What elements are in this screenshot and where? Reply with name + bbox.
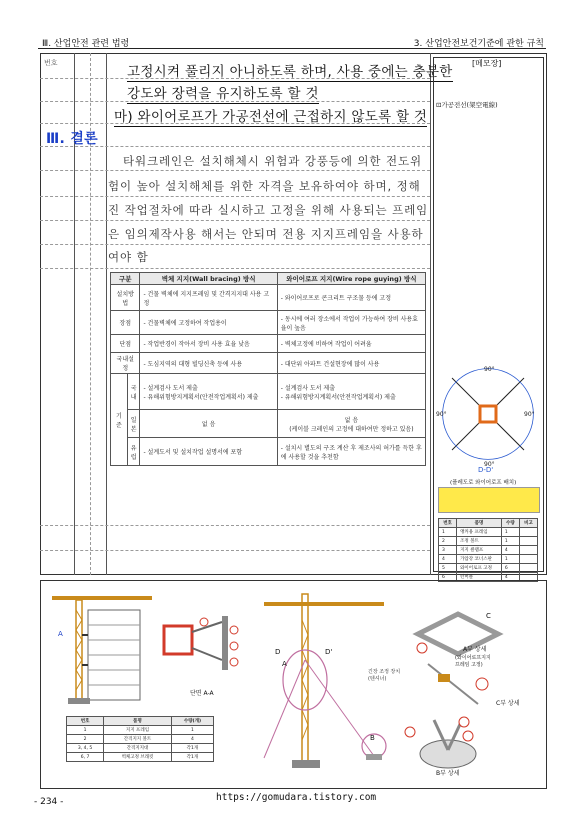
table-cell: - 건물 벽체에 지지프레임 및 간격지지대 사용 고정 [140, 285, 277, 311]
memo-column-line [430, 53, 431, 575]
section-heading: Ⅲ. 결론 [46, 131, 98, 147]
angle-label: 90° [484, 366, 495, 373]
rule-line [40, 170, 430, 171]
margin-number-label: 번호 [44, 59, 58, 67]
table-cell: 없 음 [140, 410, 277, 438]
rule-line [40, 244, 430, 245]
table-row-label: 단점 [111, 335, 140, 353]
detail-c-label: C부 상세 [496, 700, 520, 707]
table-cell: - 작업반경이 작아서 장비 사용 효율 낮음 [140, 335, 277, 353]
table-cell: - 와이어로프로 콘크리트 구조물 등에 고정 [277, 285, 425, 311]
table-row-label: 국내설정 [111, 353, 140, 374]
memo-highlight-box [438, 487, 540, 513]
wire-rope-detail-figure [398, 604, 544, 780]
table-row-label: 장점 [111, 311, 140, 335]
table-cell: - 설계도서 및 설치작업 설명서에 포함 [140, 438, 277, 466]
table-row-label: 국내 [127, 374, 140, 410]
table-cell: - 벽체고정에 비하여 작업이 어려움 [277, 335, 425, 353]
detail-a-label: A부 상세 [463, 646, 487, 653]
detail-c-marker: C [486, 612, 491, 620]
detail-b-label: B부 상세 [436, 770, 460, 777]
memo-diagram-title: (플레도로 와이어로프 배치) [450, 480, 517, 486]
table-row-label: 유럽 [127, 438, 140, 466]
table-cell: - 동시에 여러 장소에서 작업이 가능하여 장비 사용효율이 높음 [277, 311, 425, 335]
fig-label-b: B [370, 734, 375, 742]
table-cell: - 설계검사 도서 제출 - 유해위험방지계획서(안전작업계획서) 제출 [140, 374, 277, 410]
memo-table-header: 품명 [457, 519, 502, 528]
content-line-3: 마) 와이어로프가 가공전선에 근접하지 않도록 할 것 [114, 109, 428, 125]
table-row-label: 설치방법 [111, 285, 140, 311]
table-group-label: 기준 [111, 374, 128, 466]
fig-caption-section: 단면 A-A [190, 690, 214, 697]
table-cell: - 도심지역의 대형 빌딩신축 등에 사용 [140, 353, 277, 374]
table-header-wall: 벽체 지지(Wall bracing) 방식 [140, 273, 277, 285]
fig-table-header: 번호 [67, 717, 104, 726]
rule-line [40, 220, 430, 221]
angle-label: 90° [484, 461, 495, 468]
conclusion-line-5: 여야 함 [108, 250, 149, 264]
fig-table-header: 품명 [104, 717, 172, 726]
footer-url[interactable]: https://gomudara.tistory.com [216, 792, 377, 803]
rule-line [40, 550, 430, 551]
table-header-wire: 와이어로프 지지(Wire rope guying) 방식 [277, 273, 425, 285]
memo-diagram-caption: D-D' [478, 466, 494, 474]
wall-bracing-detail [158, 612, 244, 692]
memo-note: ⊡가공전선(架空電線) [436, 101, 498, 109]
header-divider [38, 48, 546, 49]
rule-line [40, 268, 430, 269]
text-column-line [106, 53, 107, 575]
memo-diagram [436, 358, 540, 498]
comparison-table-wrapper [110, 272, 426, 466]
memo-table-header: 번호 [439, 519, 457, 528]
rule-line [40, 196, 430, 197]
angle-label: 90° [524, 411, 535, 418]
table-cell: - 설치시 별도의 구조 계산 후 제조사의 허가를 득한 후에 사용할 것을 추천함 [277, 438, 425, 466]
conclusion-line-4: 은 임의제작사용 해서는 안되며 전용 지지프레임을 사용하 [108, 227, 424, 241]
memo-title: [메모장] [472, 59, 502, 68]
table-header-category: 구분 [111, 273, 140, 285]
fig-label-a: A [58, 630, 63, 638]
comparison-table [110, 272, 426, 466]
page-number: - 234 - [34, 797, 64, 807]
fig-label-a-center: A [282, 660, 287, 668]
table-cell: - 건물벽체에 고정하여 작업용이 [140, 311, 277, 335]
detail-a-note: (와이어로프지지 프레임 고정) [455, 655, 491, 668]
conclusion-line-3: 진 작업절차에 따라 실시하고 고정을 위해 사용되는 프레임 [108, 203, 429, 217]
memo-table-header: 수량 [501, 519, 519, 528]
table-row-label: 일본 [127, 410, 140, 438]
header-left: Ⅲ. 산업안전 관련 법령 [42, 39, 130, 49]
tensioner-note: 긴장 조정 장치 (텐셔너) [368, 669, 401, 682]
table-cell: 없 음 (케이블 크레인의 고정에 대하여만 정하고 있음) [277, 410, 425, 438]
rule-line [40, 146, 430, 147]
wire-rope-crane-figure [262, 590, 392, 780]
rule-line [40, 525, 430, 526]
wall-bracing-crane-figure [48, 590, 158, 710]
content-line-1: 고정시켜 풀리지 아니하도록 하며, 사용 중에는 충분한 [127, 64, 453, 80]
conclusion-line-1: 타워크레인은 설치해체시 위험과 강풍등에 의한 전도위 [123, 154, 422, 168]
angle-label: 90° [436, 411, 447, 418]
memo-parts-table: 번호 품명 수량 비고 1 앵커용 프레임 1 2 조정 볼트 1 3 지지 클램프 4 4 가압강 코너스판 1 5 와이어로프 고정 6 6 턴버클 4 [438, 518, 538, 582]
memo-table-header: 비고 [519, 519, 537, 528]
table-cell: - 대단위 아파트 건설현장에 많이 사용 [277, 353, 425, 374]
fig-table-header: 수량(개) [171, 717, 213, 726]
table-cell: - 설계검사 도서 제출 - 유해위험방지계획서(안전작업계획서) 제출 [277, 374, 425, 410]
content-line-2: 강도와 장력을 유지하도록 할 것 [127, 86, 319, 102]
figure-parts-table: 번호 품명 수량(개) 1 지지 프레임 1 2 간격지지 볼트 4 3, 4, 5 간격지지대 각1개 6, 7 벽체고정 브래킷 각1개 [66, 716, 214, 762]
conclusion-line-2: 험이 높아 설치해체를 위한 자격을 보유하여야 하며, 정해 [108, 179, 421, 193]
header-right: 3. 산업안전보건기준에 관한 규칙 [413, 39, 544, 49]
fig-label-d: D [275, 648, 281, 656]
fig-label-d-prime: D' [325, 648, 333, 656]
